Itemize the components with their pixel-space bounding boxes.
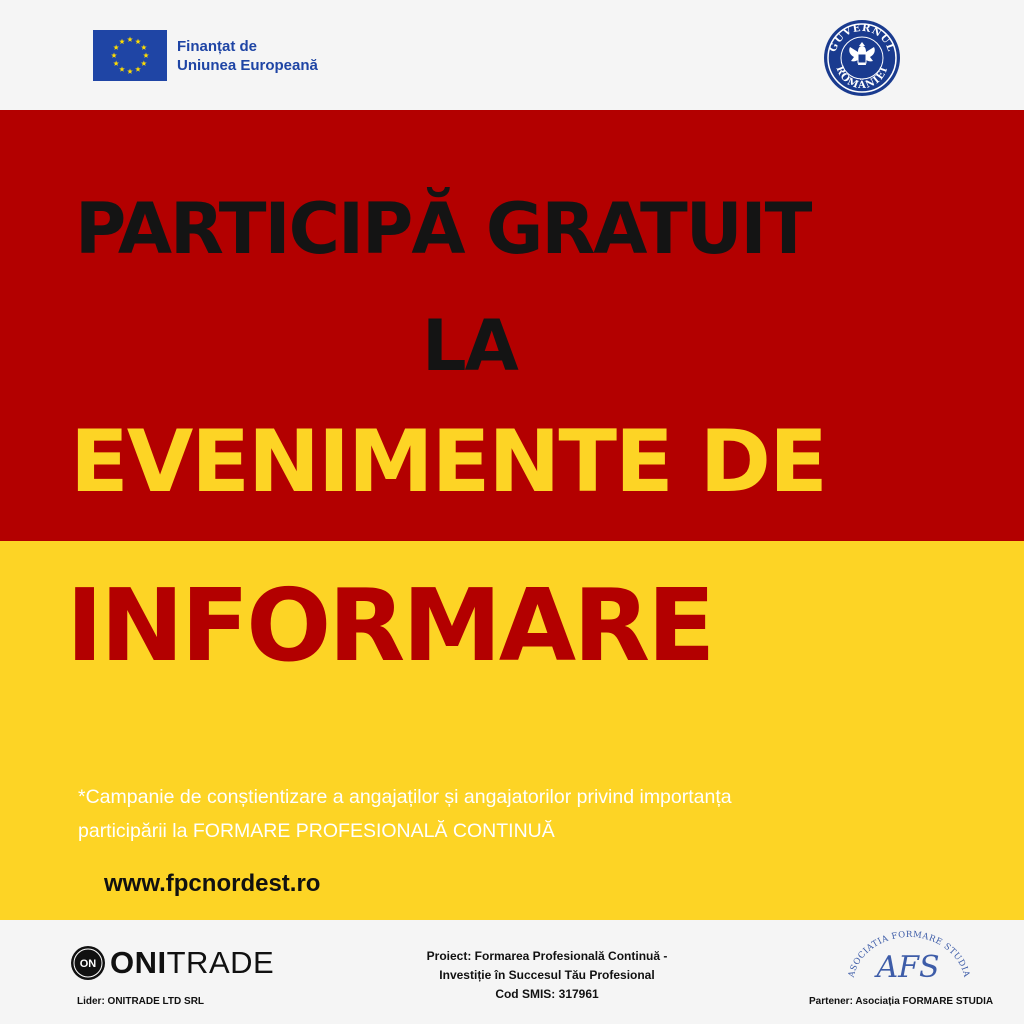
onitrade-wordmark [110,945,274,981]
headline-line-1: PARTICIPĂ GRATUIT [75,188,811,270]
lead-partner-label: Lider: ONITRADE LTD SRL [77,996,205,1007]
project-line-3: Cod SMIS: 317961 [495,987,599,1001]
project-line-2: Investiție în Succesul Tău Profesional [439,968,655,982]
eu-funding-line2: Uniunea Europeană [177,56,318,74]
partner-label: Partener: Asociația FORMARE STUDIA [809,996,994,1007]
headline-line-4: INFORMARE [66,567,713,684]
gov-seal-text-top: GUVERNUL [827,22,897,54]
campaign-line-1: *Campanie de conștientizare a angajaților și angajatorilor privind importanța [78,786,732,808]
afs-arc-text: ASOCIATIA FORMARE STUDIA [846,929,972,979]
project-info [392,947,702,1004]
headline-line-3: EVENIMENTE DE [70,412,826,512]
eu-flag-icon [93,30,167,81]
onitrade-icon [70,945,106,981]
eu-funding-line1: Finanțat de [177,37,258,55]
onitrade-logo [70,945,274,981]
onitrade-icon-text: ON [79,958,97,970]
campaign-description [78,780,998,848]
eu-funding-text [177,37,318,75]
afs-association-logo [843,925,973,991]
project-line-1: Proiect: Formarea Profesională Continuă - [426,949,668,963]
website-link[interactable]: www.fpcnordest.ro [104,870,321,897]
headline-line-2: LA [422,305,517,387]
romanian-government-seal-icon [822,18,902,98]
campaign-line-2: participării la FORMARE PROFESIONALĂ CONTINUĂ [78,820,555,842]
onitrade-wordmark-light: TRADE [166,945,275,980]
eu-funding-logo [93,30,318,81]
onitrade-wordmark-bold: ONI [110,945,167,980]
gov-seal-text-bottom: ROMÂNIEI [833,64,891,92]
afs-letters: AFS [876,950,940,985]
